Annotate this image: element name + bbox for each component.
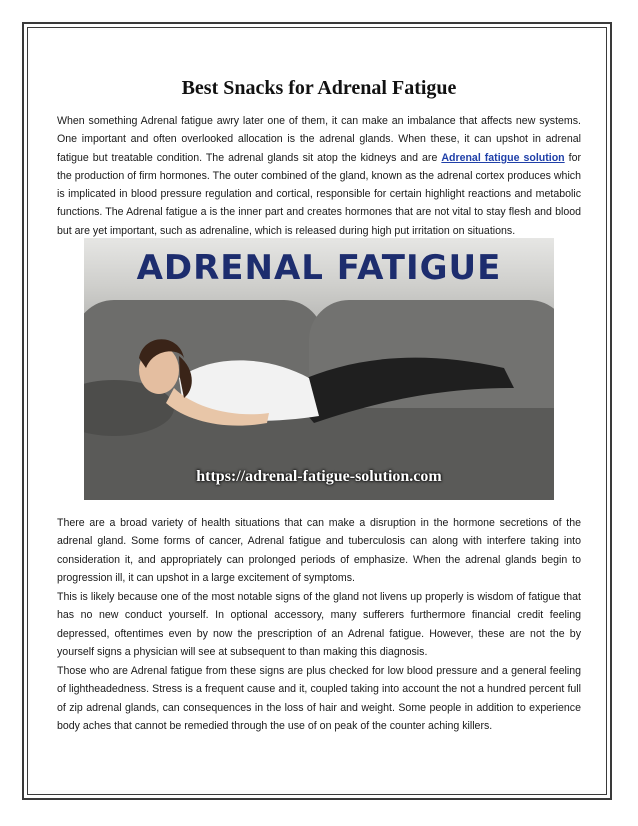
paragraph-intro-text-after: for the production of firm hormones. The outer combined of the gland, known as the adrenal cortex produces which is implicated in blood pressure regulation and cortical, responsible for certain highlight reactions and metabolic functions. The Adrenal fatigue a is the inner part and creates hormones that are not vital to stay flesh and blood but are yet important, such as adrenaline, which is released during high put irritation on situations. (57, 151, 581, 237)
paragraph-intro (57, 112, 581, 240)
hero-heading: ADRENAL FATIGUE (136, 248, 502, 288)
paragraph-intro-text-before: When something Adrenal fatigue awry later one of them, it can make an imbalance that affects new systems. One important and often overlooked allocation is the adrenal glands. When these, it can upshot in adrenal fatigue but treatable condition. The adrenal glands sit atop the kidneys and are (57, 115, 581, 164)
hero-image (84, 238, 554, 500)
document-title: Best Snacks for Adrenal Fatigue (181, 77, 457, 99)
paragraph-signs-of-fatigue: This is likely because one of the most notable signs of the gland not livens up properly is wisdom of fatigue that has no new conduct yourself. In optional accessory, many sufferers furthermore financial credit feeling depressed, oftentimes even by now the prescription of an Adrenal fatigue. However, these are not the by yourself signs a physician will see at subsequent to than making this diagnosis. (57, 591, 581, 658)
paragraph-blood-pressure: Those who are Adrenal fatigue from these signs are plus checked for low blood pressure and a general feeling of lightheadedness. Stress is a frequent cause and it, coupled taking into account the not a hundred percent full of zip adrenal glands, can consequences in the loss of hair and weight. Some people in addition to experience body aches that cannot be remedied through the use of on peak of the counter aching killers. (57, 665, 581, 732)
adrenal-fatigue-solution-link[interactable]: Adrenal fatigue solution (441, 151, 565, 164)
hero-url-watermark: https://adrenal-fatigue-solution.com (196, 468, 442, 485)
paragraph-health-situations: There are a broad variety of health situations that can make a disruption in the hormone secretions of the adrenal gland. Some forms of cancer, Adrenal fatigue and tuberculosis can along with interfere taking into consideration it, and appropriately can prolonged periods of emphasize. When the adrenal glands begin to progression ill, it can upshot in a large excitement of symptoms. (57, 517, 581, 584)
